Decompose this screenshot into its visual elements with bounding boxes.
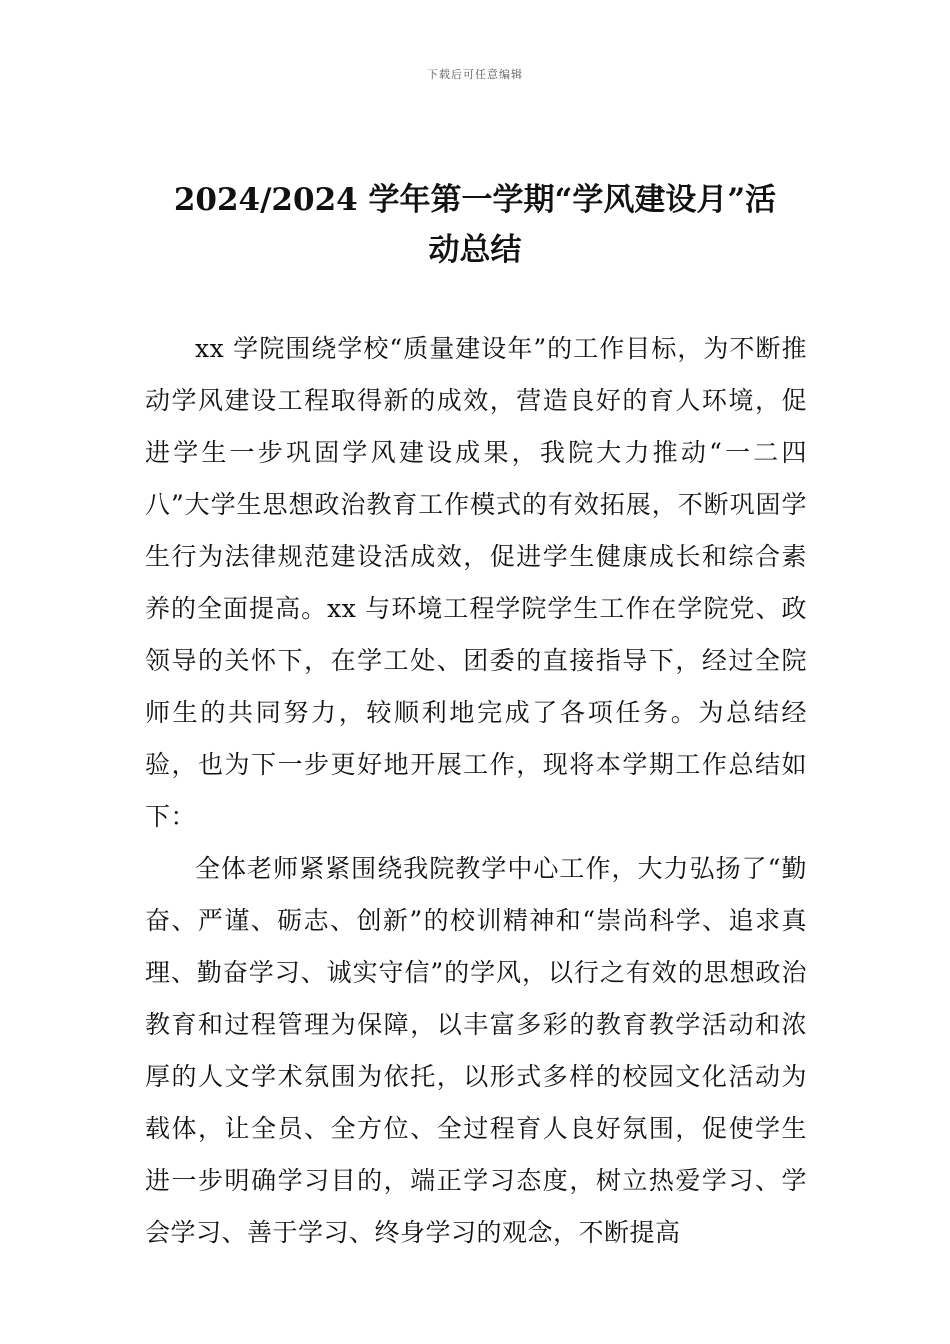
header-note: 下载后可任意编辑 [427, 68, 523, 81]
title-line-1: 2024/2024 学年第一学期“学风建设月”活 [173, 182, 777, 218]
document-body [145, 323, 807, 1259]
title-line-2: 动总结 [428, 232, 522, 268]
paragraph: xx 学院围绕学校“质量建设年”的工作目标，为不断推动学风建设工程取得新的成效，营造良好的育人环境，促进学生一步巩固学风建设成果，我院大力推动“一二四八”大学生思想政治教育工作模式的有效拓展，不断巩固学生行为法律规范建设活成效，促进学生健康成长和综合素养的全面提高。xx 与环境工程学院学生工作在学院党、政领导的关怀下，在学工处、团委的直接指导下，经过全院师生的共同努力，较顺利地完成了各项任务。为总结经验，也为下一步更好地开展工作，现将本学期工作总结如下： [145, 334, 807, 831]
paragraph: 全体老师紧紧围绕我院教学中心工作，大力弘扬了“勤奋、严谨、砺志、创新”的校训精神和“崇尚科学、追求真理、勤奋学习、诚实守信”的学风，以行之有效的思想政治教育和过程管理为保障，以丰富多彩的教育教学活动和浓厚的人文学术氛围为依托，以形式多样的校园文化活动为载体，让全员、全方位、全过程育人良好氛围，促使学生进一步明确学习目的，端正学习态度，树立热爱学习、学会学习、善于学习、终身学习的观念，不断提高 [145, 854, 807, 1247]
document-title [145, 175, 805, 275]
